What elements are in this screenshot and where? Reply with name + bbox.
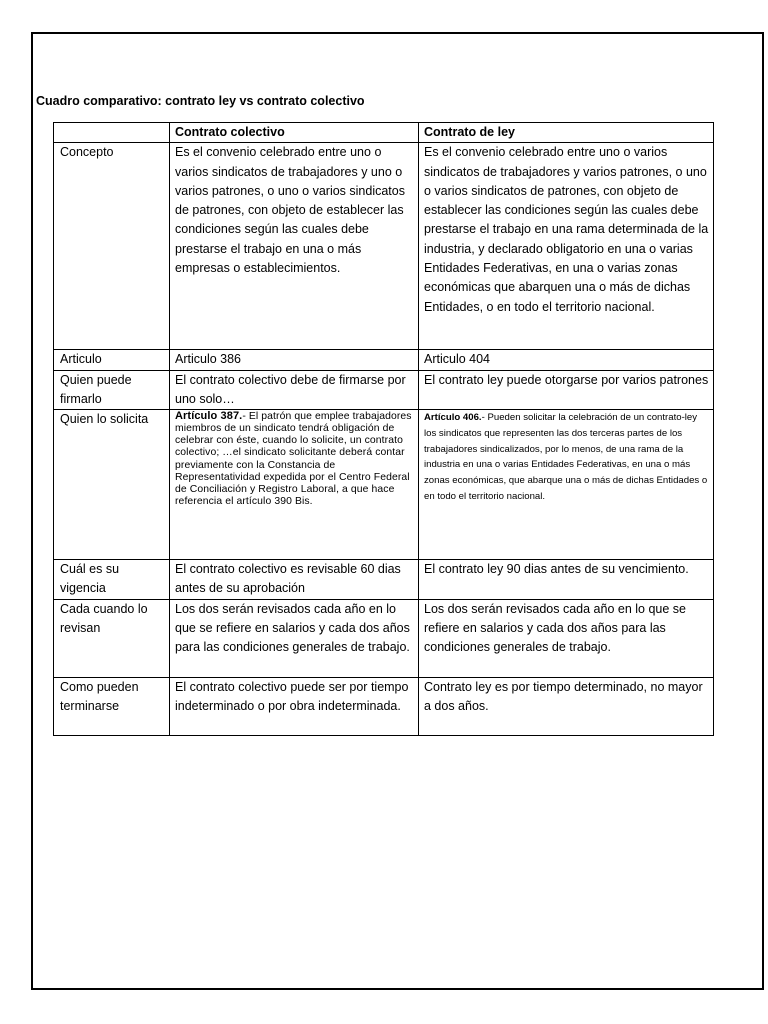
row-label-concepto: Concepto	[54, 143, 170, 350]
header-empty	[54, 123, 170, 143]
cell-colectivo-firmarlo: El contrato colectivo debe de firmarse por uno solo…	[170, 370, 419, 410]
cell-ley-firmarlo: El contrato ley puede otorgarse por varios patrones	[419, 370, 714, 410]
article-406-text: - Pueden solicitar la celebración de un contrato-ley los sindicatos que representen las dos terceras partes de los trabajadores sindicalizados, por lo menos, de una rama de la industria en una o varias Entidades Federativas, en una o más zonas económicas, que abarque una o más de dichas Entidades o en todo el territorio nacional.	[424, 412, 708, 502]
table-row	[54, 350, 714, 370]
cell-ley-revisan: Los dos serán revisados cada año en lo que se refiere en salarios y cada dos años para las condiciones generales de trabajo.	[419, 599, 714, 677]
row-label-solicita: Quien lo solicita	[54, 410, 170, 560]
cell-ley-vigencia: El contrato ley 90 dias antes de su vencimiento.	[419, 560, 714, 600]
table-row	[54, 410, 714, 560]
article-406-heading: Artículo 406.	[424, 412, 482, 424]
row-label-firmarlo: Quien puede firmarlo	[54, 370, 170, 410]
row-label-revisan: Cada cuando lo revisan	[54, 599, 170, 677]
cell-ley-concepto: Es el convenio celebrado entre uno o varios sindicatos de trabajadores y varios patrones, o uno o varios sindicatos de patrones, con objeto de establecer las condiciones según las cuales debe prestarse el trabajo en una rama determinada de la industria, y declarado obligatorio en una o varias Entidades Federativas, en una o varias zonas económicas que abarquen una o más de dichas Entidades, o en todo el territorio nacional.	[419, 143, 714, 350]
header-contrato-ley: Contrato de ley	[419, 123, 714, 143]
table-row	[54, 599, 714, 677]
cell-ley-solicita	[419, 410, 714, 560]
cell-ley-terminarse: Contrato ley es por tiempo determinado, no mayor a dos años.	[419, 677, 714, 735]
table-header-row	[54, 123, 714, 143]
article-387-heading: Artículo 387.	[175, 410, 243, 423]
comparison-table	[53, 122, 714, 736]
header-contrato-colectivo: Contrato colectivo	[170, 123, 419, 143]
cell-colectivo-solicita	[170, 410, 419, 560]
table-row	[54, 370, 714, 410]
table-row	[54, 143, 714, 350]
document-title: Cuadro comparativo: contrato ley vs contrato colectivo	[36, 94, 365, 108]
table-row	[54, 560, 714, 600]
cell-ley-articulo: Articulo 404	[419, 350, 714, 370]
article-387-text: - El patrón que emplee trabajadores miembros de un sindicato tendrá obligación de celebrar con éste, cuando lo solicite, un contrato colectivo; …el sindicato solicitante deberá contar previamente con la Constancia de Representatividad expedida por el Centro Federal de Conciliación y Registro Laboral, a que hace referencia el artículo 390 Bis.	[175, 411, 412, 507]
cell-colectivo-concepto: Es el convenio celebrado entre uno o varios sindicatos de trabajadores y uno o varios patrones, o uno o varios sindicatos de patrones, con objeto de establecer las condiciones según las cuales debe prestarse el trabajo en una o más empresas o establecimientos.	[170, 143, 419, 350]
table-row	[54, 677, 714, 735]
cell-colectivo-vigencia: El contrato colectivo es revisable 60 dias antes de su aprobación	[170, 560, 419, 600]
row-label-articulo: Articulo	[54, 350, 170, 370]
row-label-terminarse: Como pueden terminarse	[54, 677, 170, 735]
cell-colectivo-articulo: Articulo 386	[170, 350, 419, 370]
cell-colectivo-revisan: Los dos serán revisados cada año en lo que se refiere en salarios y cada dos años para las condiciones generales de trabajo.	[170, 599, 419, 677]
cell-colectivo-terminarse: El contrato colectivo puede ser por tiempo indeterminado o por obra indeterminada.	[170, 677, 419, 735]
row-label-vigencia: Cuál es su vigencia	[54, 560, 170, 600]
